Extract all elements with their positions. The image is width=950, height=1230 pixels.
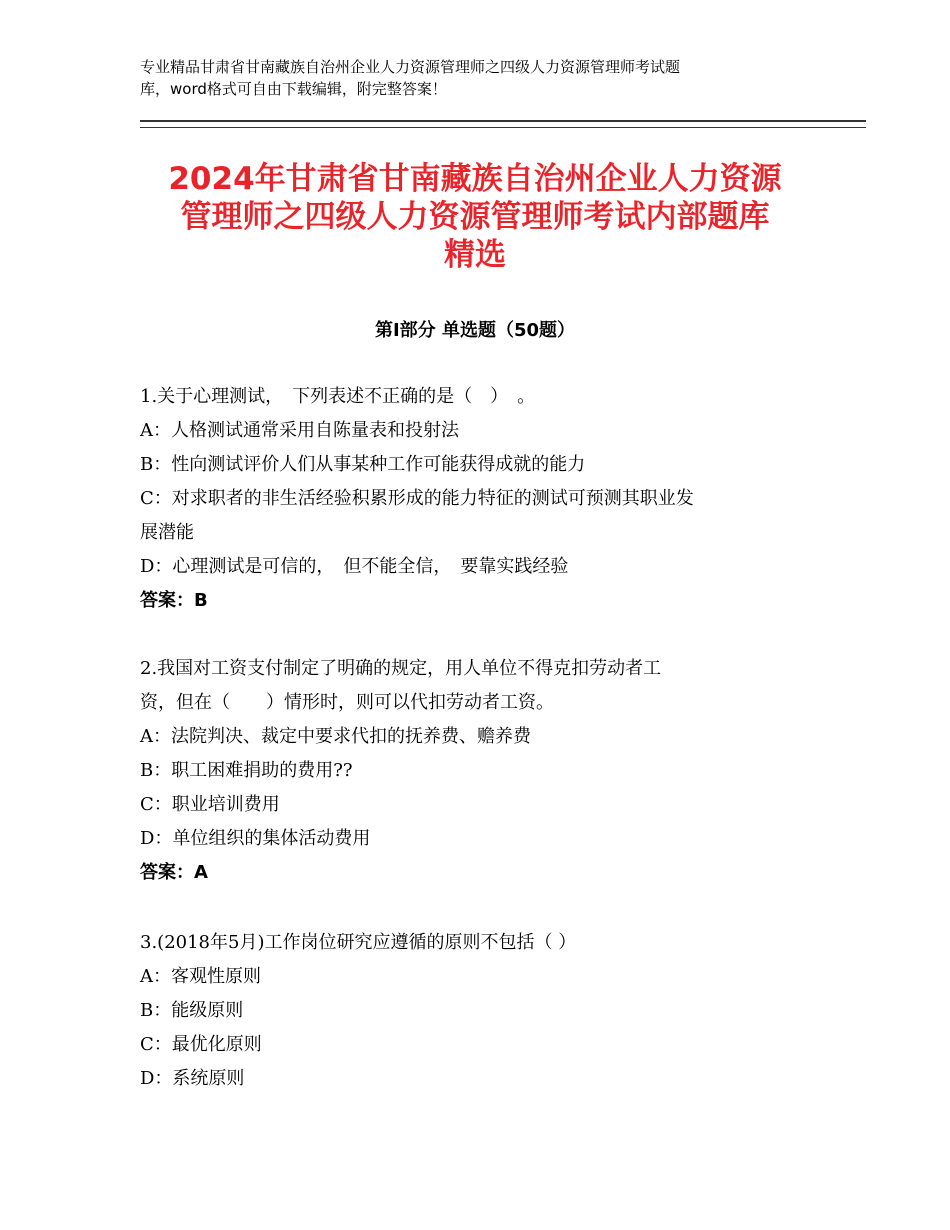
question-3 (140, 926, 820, 1096)
option-a: A：法院判决、裁定中要求代扣的抚养费、赡养费 (140, 726, 531, 747)
answer: 答案：B (140, 590, 208, 611)
option-c: C：对求职者的非生活经验积累形成的能力特征的测试可预测其职业发 (140, 488, 694, 509)
option-a: A：客观性原则 (140, 966, 261, 987)
option-b: B：性向测试评价人们从事某种工作可能获得成就的能力 (140, 454, 586, 475)
question-stem: 1.关于心理测试， 下列表述不正确的是（ ） 。 (140, 386, 536, 407)
option-d: D：心理测试是可信的， 但不能全信， 要靠实践经验 (140, 556, 569, 577)
question-1 (140, 380, 820, 618)
option-c: C：职业培训费用 (140, 794, 280, 815)
option-a: A：人格测试通常采用自陈量表和投射法 (140, 420, 459, 441)
question-stem: 2.我国对工资支付制定了明确的规定，用人单位不得克扣劳动者工 (140, 658, 662, 679)
option-c: C：最优化原则 (140, 1034, 262, 1055)
option-b: B：能级原则 (140, 1000, 244, 1021)
option-d: D：单位组织的集体活动费用 (140, 828, 371, 849)
document-title-line: 管理师之四级人力资源管理师考试内部题库 (180, 199, 770, 235)
header-note-line: 库，word格式可自由下载编辑，附完整答案！ (140, 80, 447, 98)
question-stem: 3.(2018年5月)工作岗位研究应遵循的原则不包括（ ） (140, 932, 577, 953)
answer: 答案：A (140, 862, 208, 883)
header-divider (140, 120, 866, 128)
option-c-continued: 展潜能 (140, 522, 194, 543)
option-d: D：系统原则 (140, 1068, 245, 1089)
document-title-line: 2024年甘肃省甘南藏族自治州企业人力资源 (168, 161, 782, 197)
question-2 (140, 652, 820, 890)
header-note (140, 56, 820, 100)
document-title (120, 160, 830, 274)
option-b: B：职工困难捐助的费用?? (140, 760, 353, 781)
header-note-line: 专业精品甘肃省甘南藏族自治州企业人力资源管理师之四级人力资源管理师考试题 (140, 58, 681, 76)
section-title: 第Ⅰ部分 单选题（50题） (374, 320, 575, 341)
document-title-line: 精选 (444, 237, 506, 273)
question-stem-continued: 资，但在（ ）情形时，则可以代扣劳动者工资。 (140, 692, 554, 713)
